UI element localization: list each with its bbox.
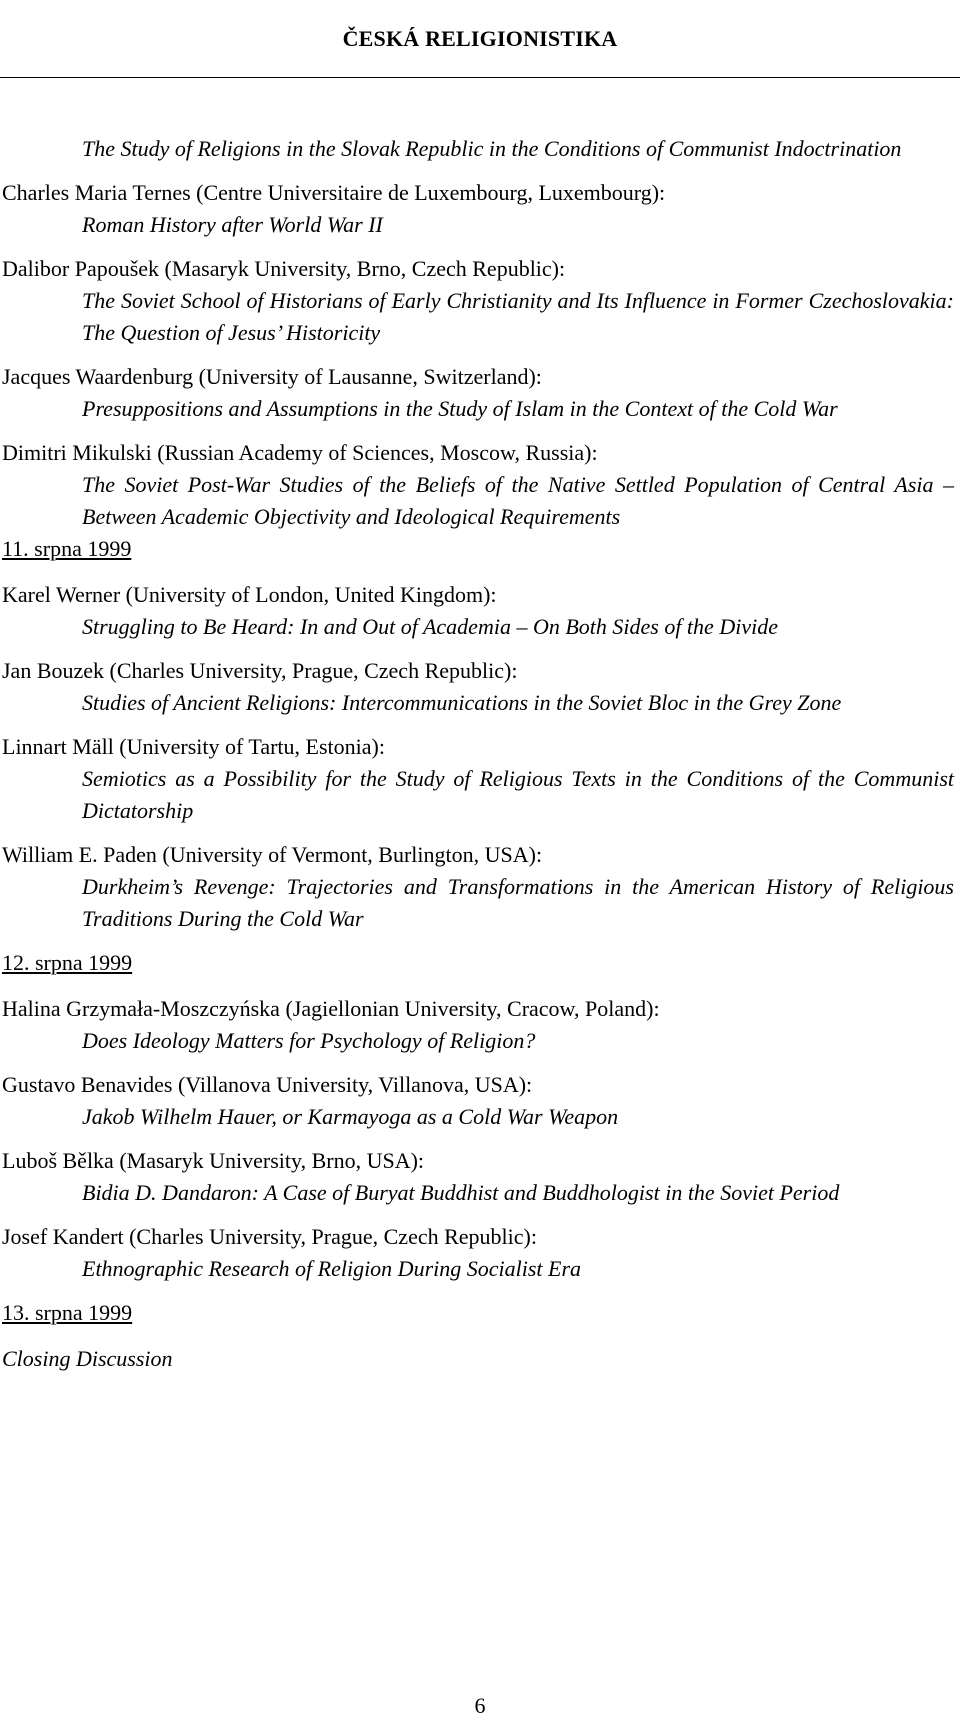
talk-title: Studies of Ancient Religions: Intercommunications in the Soviet Bloc in the Grey Zone: [82, 690, 842, 715]
page-number: 6: [474, 1693, 486, 1718]
talk-title: Semiotics as a Possibility for the Study of Religious Texts in the Conditions of the Communist Dictatorship: [82, 766, 954, 823]
speaker: Charles Maria Ternes (Centre Universitaire de Luxembourg, Luxembourg):: [2, 180, 666, 205]
date-heading-wrap: [2, 533, 954, 573]
programme-entry: [2, 437, 954, 533]
programme-entry: [2, 731, 954, 827]
journal-header-title: ČESKÁ RELIGIONISTIKA: [342, 26, 618, 51]
programme-entry: [2, 361, 954, 425]
talk-title: Does Ideology Matters for Psychology of Religion?: [82, 1028, 536, 1053]
header-divider: [0, 77, 960, 78]
speaker: Dimitri Mikulski (Russian Academy of Sciences, Moscow, Russia):: [2, 440, 598, 465]
talk-title: Ethnographic Research of Religion During Socialist Era: [82, 1256, 582, 1281]
talk-title: Jakob Wilhelm Hauer, or Karmayoga as a Cold War Weapon: [82, 1104, 619, 1129]
speaker: Jacques Waardenburg (University of Lausanne, Switzerland):: [2, 364, 542, 389]
programme-entry: [2, 839, 954, 935]
date-heading-wrap: [2, 947, 954, 987]
closing-discussion: Closing Discussion: [2, 1346, 173, 1371]
programme-entry: [2, 177, 954, 241]
talk-title: Bidia D. Dandaron: A Case of Buryat Buddhist and Buddhologist in the Soviet Period: [82, 1180, 840, 1205]
opening-title: The Study of Religions in the Slovak Republic in the Conditions of Communist Indoctrination: [82, 136, 902, 161]
talk-title: The Soviet School of Historians of Early Christianity and Its Influence in Former Czechoslovakia: The Question of Jesus’ Historicity: [82, 288, 954, 345]
speaker: Linnart Mäll (University of Tartu, Estonia):: [2, 734, 385, 759]
programme-entry: [2, 993, 954, 1057]
programme-entry: [2, 1069, 954, 1133]
talk-title: Roman History after World War II: [82, 212, 383, 237]
date-heading: 12. srpna 1999: [2, 950, 133, 975]
programme-entry: [2, 1145, 954, 1209]
speaker: Josef Kandert (Charles University, Prague, Czech Republic):: [2, 1224, 537, 1249]
programme-entry: [2, 655, 954, 719]
speaker: Luboš Bělka (Masaryk University, Brno, USA):: [2, 1148, 425, 1173]
date-heading: 13. srpna 1999: [2, 1300, 133, 1325]
programme-entry: [2, 253, 954, 349]
speaker: Dalibor Papoušek (Masaryk University, Brno, Czech Republic):: [2, 256, 566, 281]
talk-title: Durkheim’s Revenge: Trajectories and Transformations in the American History of Religious Traditions During the Cold War: [82, 874, 954, 931]
opening-entry: [2, 133, 954, 165]
date-heading: 11. srpna 1999: [2, 536, 132, 561]
speaker: Jan Bouzek (Charles University, Prague, Czech Republic):: [2, 658, 518, 683]
programme-content: [2, 133, 954, 1375]
speaker: William E. Paden (University of Vermont, Burlington, USA):: [2, 842, 543, 867]
speaker: Karel Werner (University of London, United Kingdom):: [2, 582, 497, 607]
speaker: Halina Grzymała-Moszczyńska (Jagiellonian University, Cracow, Poland):: [2, 996, 660, 1021]
talk-title: Struggling to Be Heard: In and Out of Academia – On Both Sides of the Divide: [82, 614, 778, 639]
programme-entry: [2, 579, 954, 643]
date-heading-wrap: [2, 1297, 954, 1337]
speaker: Gustavo Benavides (Villanova University, Villanova, USA):: [2, 1072, 533, 1097]
talk-title: The Soviet Post-War Studies of the Beliefs of the Native Settled Population of Central Asia – Between Academic Objectivity and Ideological Requirements: [82, 472, 954, 529]
talk-title: Presuppositions and Assumptions in the Study of Islam in the Context of the Cold War: [82, 396, 838, 421]
programme-entry: [2, 1221, 954, 1285]
